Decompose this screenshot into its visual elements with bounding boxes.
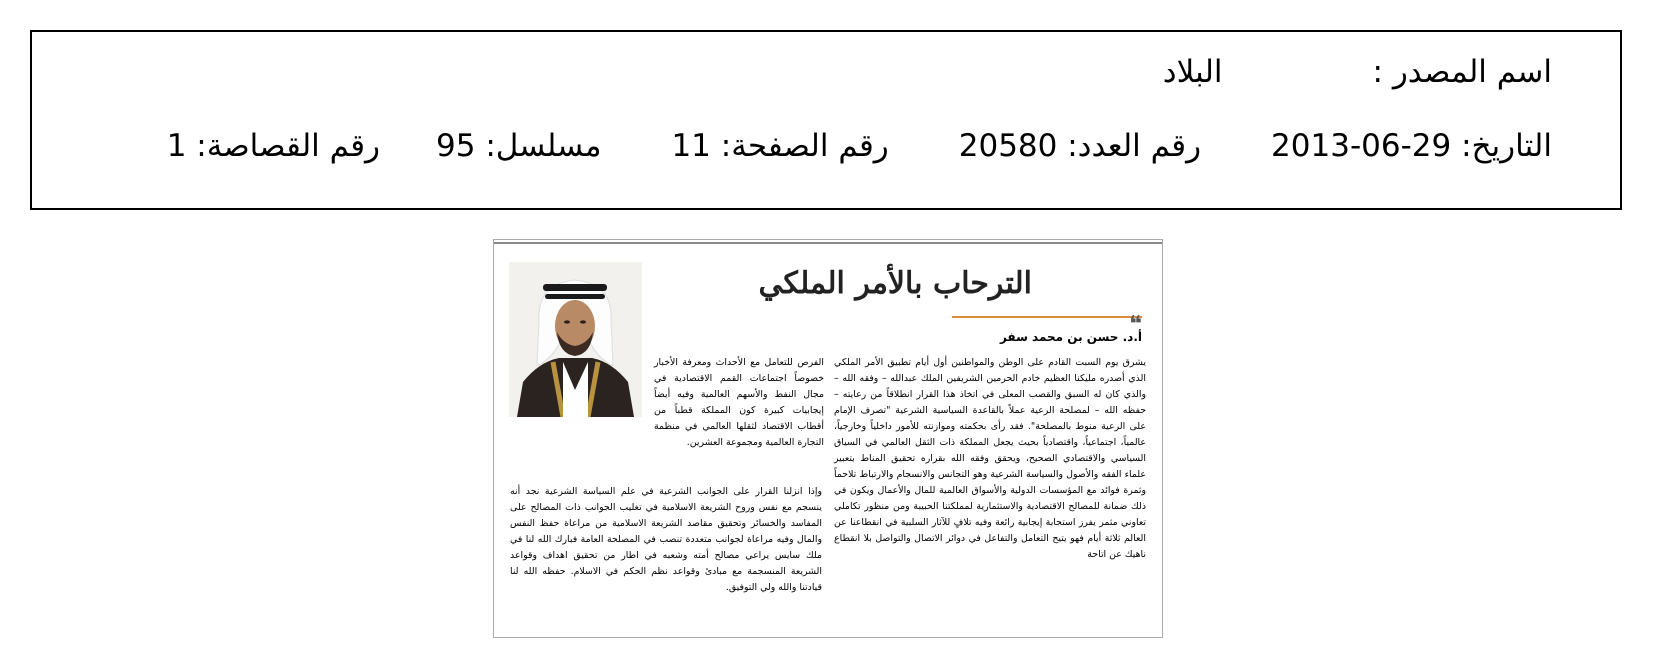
article-column-right: يشرق يوم السبت القادم على الوطن والمواطنين أول أيام تطبيق الأمر الملكي الذي أصدره مليكنا العظيم خادم الحرمين الشريفين الملك عبدالله – وفقه الله – والذي كان له السبق والقصب المعلى في اتخاذ هذا القرار انطلاقاً من رعايته – حفظه الله – لمصلحة الرعية عملاً بالقاعدة السياسية الشرعية "تصرف الإمام على الرعية منوط بالمصلحة". فقد رأى بحكمته وموازنته للأمور داخلياً وخارجياً، عالمياً، اجتماعياً، واقتصادياً بحيث يجعل المملكة ذات الثقل العالمي في السياق السياسي والاقتصادي الصحيح، ويحقق وفقه الله بقراره تحقيق المناط بتعبير علماء الفقه والأصول والسياسة الشرعية وهو التجانس والانسجام والارتباط تلاحماً وثمرة فوائد مع المؤسسات الدولية والأسواق العالمية للمال والأعمال ويكون في ذلك ضمانة للمصالح الاقتصادية والاستثمارية لمملكتنا الحبيبة ومن منظور تكاملي تعاوني مثمر يفرز استجابة إيجابية رائعة وفيه تلافٍ للآثار السلبية في انقطاعنا عن العالم ثلاثة أيام فهو يتيح التعامل والتفاعل في دوائر الاتصال والتواصل بلا انقطاع ناهيك عن اتاحة (834, 357, 1146, 560)
article-column-left-bottom: وإذا انزلنا القرار على الجوانب الشرعية في علم السياسة الشرعية نجد أنه ينسجم مع نفس وروح الشريعة الاسلامية في تغليب الجوانب ذات المصالح على المفاسد والخسائر وتحقيق مقاصد الشريعة الاسلامية من مراعاة حفظ النفس والمال وفيه مراعاة لجوانب متعددة تنصب في المصلحة العامة فبارك الله لنا في ملك سايس يراعي مصالح أمته وشعبه في اطار من تحقيق اهداف وقواعد الشريعة المنسجمة مع مبادئ وقواعد نظم الحكم في الاسلام. حفظه الله لنا قيادتنا والله ولي التوفيق. (510, 486, 822, 593)
source-value: البلاد (1162, 54, 1223, 90)
issue-label: رقم العدد: (1067, 128, 1202, 164)
metadata-row (167, 128, 1552, 164)
quote-mark-icon: ❝ (1129, 312, 1142, 337)
author-portrait-icon (509, 262, 642, 417)
article-author: أ.د. حسن بن محمد سفر (999, 330, 1142, 344)
newspaper-clipping (493, 239, 1163, 638)
clipping-top-rule (494, 242, 1162, 244)
serial-value: 95 (436, 128, 476, 164)
date-label: التاريخ: (1461, 128, 1552, 164)
page-value: 11 (671, 128, 711, 164)
author-photo (509, 262, 642, 417)
source-label: اسم المصدر : (1372, 54, 1552, 90)
article-headline: الترحاب بالأمر الملكي (758, 266, 1032, 301)
issue-value: 20580 (958, 128, 1058, 164)
page-label: رقم الصفحة: (720, 128, 889, 164)
clip-value: 1 (166, 128, 187, 164)
source-info-box (30, 30, 1622, 210)
serial-label: مسلسل: (485, 128, 602, 164)
source-row (1163, 54, 1552, 90)
headline-accent-rule (952, 316, 1142, 318)
article-column-left-top: الفرص للتعامل مع الأحداث ومعرفة الأخبار خصوصاً اجتماعات القمم الاقتصادية في مجال النفط والأسهم العالمية وفيه أيضاً إيجابيات كبيرة كون المملكة قطباً من أقطاب الاقتصاد لثقلها العالمي في منظمة التجارة العالمية ومجموعة العشرين. (654, 357, 824, 448)
clip-label: رقم القصاصة: (196, 128, 381, 164)
date-value: 2013-06-29 (1271, 128, 1452, 164)
